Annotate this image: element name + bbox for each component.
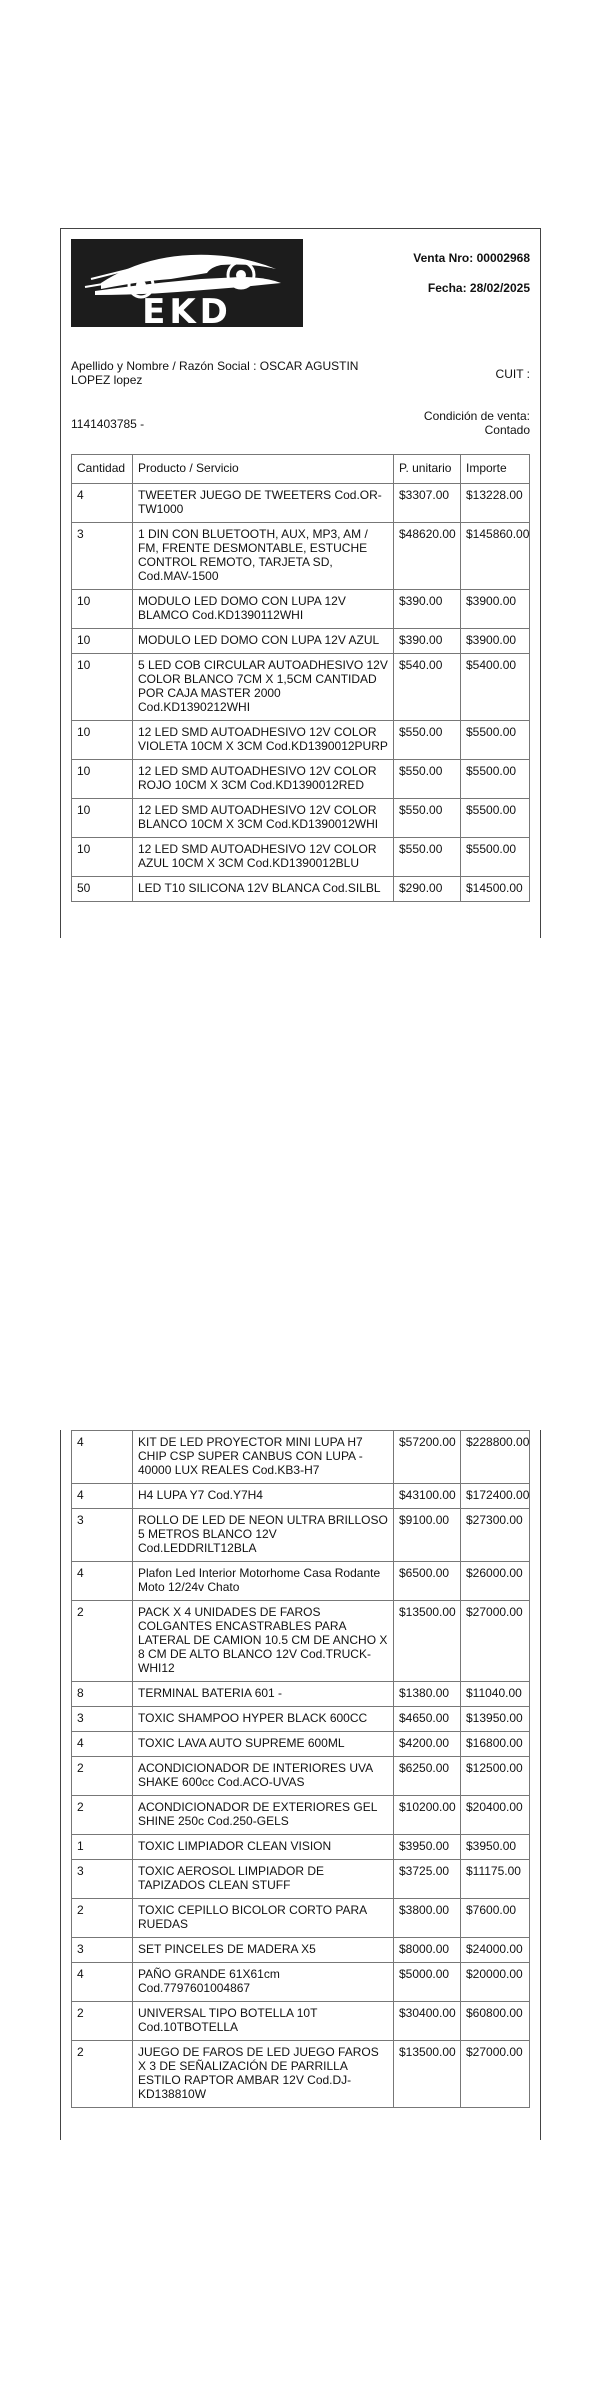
table-row [72, 877, 530, 902]
item-qty: 2 [72, 2041, 133, 2108]
item-total: $24000.00 [461, 1938, 530, 1963]
item-total: $11040.00 [461, 1682, 530, 1707]
invoice-page-2 [60, 1430, 541, 2140]
item-total: $27300.00 [461, 1509, 530, 1562]
item-qty: 3 [72, 1860, 133, 1899]
item-qty: 4 [72, 1963, 133, 2002]
item-total: $7600.00 [461, 1899, 530, 1938]
item-qty: 3 [72, 523, 133, 590]
invoice-date: Fecha: 28/02/2025 [427, 281, 530, 295]
table-row [72, 1796, 530, 1835]
item-qty: 3 [72, 1707, 133, 1732]
item-qty: 4 [72, 1484, 133, 1509]
item-qty: 3 [72, 1509, 133, 1562]
item-unit-price: $3725.00 [394, 1860, 461, 1899]
item-qty: 2 [72, 1899, 133, 1938]
item-total: $5500.00 [461, 799, 530, 838]
item-unit-price: $13500.00 [394, 1601, 461, 1682]
item-product: 12 LED SMD AUTOADHESIVO 12V COLOR BLANCO 10CM X 3CM Cod.KD1390012WHI [133, 799, 394, 838]
item-total: $5400.00 [461, 654, 530, 721]
item-total: $12500.00 [461, 1757, 530, 1796]
item-qty: 8 [72, 1682, 133, 1707]
item-unit-price: $540.00 [394, 654, 461, 721]
item-qty: 2 [72, 2002, 133, 2041]
item-product: 12 LED SMD AUTOADHESIVO 12V COLOR AZUL 10CM X 3CM Cod.KD1390012BLU [133, 838, 394, 877]
item-qty: 2 [72, 1796, 133, 1835]
item-product: TOXIC SHAMPOO HYPER BLACK 600CC [133, 1707, 394, 1732]
item-product: TOXIC LAVA AUTO SUPREME 600ML [133, 1732, 394, 1757]
item-unit-price: $4650.00 [394, 1707, 461, 1732]
item-qty: 10 [72, 838, 133, 877]
item-product: TERMINAL BATERIA 601 - [133, 1682, 394, 1707]
item-product: KIT DE LED PROYECTOR MINI LUPA H7 CHIP CSP SUPER CANBUS CON LUPA - 40000 LUX REALES Cod.KB3-H7 [133, 1431, 394, 1484]
item-unit-price: $57200.00 [394, 1431, 461, 1484]
item-total: $16800.00 [461, 1732, 530, 1757]
item-unit-price: $3800.00 [394, 1899, 461, 1938]
item-product: UNIVERSAL TIPO BOTELLA 10T Cod.10TBOTELLA [133, 2002, 394, 2041]
item-total: $5500.00 [461, 760, 530, 799]
item-unit-price: $48620.00 [394, 523, 461, 590]
sale-condition [424, 409, 530, 437]
table-row [72, 1707, 530, 1732]
table-row [72, 721, 530, 760]
item-unit-price: $30400.00 [394, 2002, 461, 2041]
item-unit-price: $1380.00 [394, 1682, 461, 1707]
item-total: $5500.00 [461, 721, 530, 760]
item-qty: 50 [72, 877, 133, 902]
item-unit-price: $5000.00 [394, 1963, 461, 2002]
item-unit-price: $390.00 [394, 629, 461, 654]
table-row [72, 1899, 530, 1938]
table-row [72, 1682, 530, 1707]
header-total: Importe [461, 455, 530, 484]
item-qty: 10 [72, 629, 133, 654]
table-row [72, 1509, 530, 1562]
item-unit-price: $43100.00 [394, 1484, 461, 1509]
cuit-label: CUIT : [495, 367, 530, 381]
item-total: $60800.00 [461, 2002, 530, 2041]
table-row [72, 654, 530, 721]
item-total: $5500.00 [461, 838, 530, 877]
header-qty: Cantidad [72, 455, 133, 484]
client-name: Apellido y Nombre / Razón Social : OSCAR AGUSTIN LOPEZ lopez [71, 359, 359, 387]
table-row [72, 1938, 530, 1963]
item-qty: 4 [72, 1431, 133, 1484]
item-product: TOXIC AEROSOL LIMPIADOR DE TAPIZADOS CLEAN STUFF [133, 1860, 394, 1899]
table-row [72, 1484, 530, 1509]
item-product: JUEGO DE FAROS DE LED JUEGO FAROS X 3 DE SEÑALIZACIÓN DE PARRILLA ESTILO RAPTOR AMBAR 12V Cod.DJ-KD138810W [133, 2041, 394, 2108]
item-total: $3900.00 [461, 629, 530, 654]
item-unit-price: $4200.00 [394, 1732, 461, 1757]
invoice-page-1 [60, 228, 541, 938]
item-unit-price: $6500.00 [394, 1562, 461, 1601]
item-total: $145860.00 [461, 523, 530, 590]
item-qty: 10 [72, 760, 133, 799]
header-product: Producto / Servicio [133, 455, 394, 484]
item-qty: 10 [72, 799, 133, 838]
item-unit-price: $550.00 [394, 799, 461, 838]
item-unit-price: $8000.00 [394, 1938, 461, 1963]
table-row [72, 629, 530, 654]
sale-condition-value: Contado [484, 423, 530, 437]
table-row [72, 760, 530, 799]
item-qty: 10 [72, 721, 133, 760]
table-row [72, 1562, 530, 1601]
item-qty: 4 [72, 1732, 133, 1757]
table-row [72, 1431, 530, 1484]
item-total: $11175.00 [461, 1860, 530, 1899]
table-row [72, 590, 530, 629]
item-product: H4 LUPA Y7 Cod.Y7H4 [133, 1484, 394, 1509]
item-unit-price: $3950.00 [394, 1835, 461, 1860]
item-product: TWEETER JUEGO DE TWEETERS Cod.OR-TW1000 [133, 484, 394, 523]
items-table-page-2 [71, 1430, 530, 2108]
item-qty: 10 [72, 654, 133, 721]
item-total: $27000.00 [461, 2041, 530, 2108]
item-unit-price: $390.00 [394, 590, 461, 629]
table-header-row [72, 455, 530, 484]
item-qty: 1 [72, 1835, 133, 1860]
item-total: $20000.00 [461, 1963, 530, 2002]
item-product: PACK X 4 UNIDADES DE FAROS COLGANTES ENCASTRABLES PARA LATERAL DE CAMION 10.5 CM DE ANCHO X 8 CM DE ALTO BLANCO 12V Cod.TRUCK-WHI12 [133, 1601, 394, 1682]
item-unit-price: $550.00 [394, 760, 461, 799]
item-unit-price: $13500.00 [394, 2041, 461, 2108]
item-product: PAÑO GRANDE 61X61cm Cod.7797601004867 [133, 1963, 394, 2002]
table-row [72, 1601, 530, 1682]
client-phone: 1141403785 - [71, 417, 145, 431]
item-qty: 4 [72, 484, 133, 523]
item-unit-price: $290.00 [394, 877, 461, 902]
table-row [72, 1860, 530, 1899]
item-product: ACONDICIONADOR DE INTERIORES UVA SHAKE 600cc Cod.ACO-UVAS [133, 1757, 394, 1796]
item-product: MODULO LED DOMO CON LUPA 12V AZUL [133, 629, 394, 654]
item-qty: 2 [72, 1757, 133, 1796]
item-total: $13950.00 [461, 1707, 530, 1732]
item-product: LED T10 SILICONA 12V BLANCA Cod.SILBL [133, 877, 394, 902]
item-product: 12 LED SMD AUTOADHESIVO 12V COLOR VIOLETA 10CM X 3CM Cod.KD1390012PURP [133, 721, 394, 760]
item-qty: 3 [72, 1938, 133, 1963]
item-product: TOXIC CEPILLO BICOLOR CORTO PARA RUEDAS [133, 1899, 394, 1938]
items-table-page-1 [71, 454, 530, 902]
item-total: $228800.00 [461, 1431, 530, 1484]
svg-text:EKD: EKD [142, 292, 232, 327]
table-row [72, 484, 530, 523]
item-total: $20400.00 [461, 1796, 530, 1835]
phone-row [61, 409, 540, 443]
item-product: ROLLO DE LED DE NEON ULTRA BRILLOSO 5 METROS BLANCO 12V Cod.LEDDRILT12BLA [133, 1509, 394, 1562]
item-product: 12 LED SMD AUTOADHESIVO 12V COLOR ROJO 10CM X 3CM Cod.KD1390012RED [133, 760, 394, 799]
header-unit-price: P. unitario [394, 455, 461, 484]
item-product: 1 DIN CON BLUETOOTH, AUX, MP3, AM / FM, FRENTE DESMONTABLE, ESTUCHE CONTROL REMOTO, TARJETA SD, Cod.MAV-1500 [133, 523, 394, 590]
sale-condition-label: Condición de venta: [423, 409, 530, 423]
client-row [61, 359, 540, 393]
item-total: $14500.00 [461, 877, 530, 902]
invoice-meta [413, 251, 530, 311]
item-product: ACONDICIONADOR DE EXTERIORES GEL SHINE 250c Cod.250-GELS [133, 1796, 394, 1835]
item-unit-price: $550.00 [394, 721, 461, 760]
item-product: MODULO LED DOMO CON LUPA 12V BLAMCO Cod.KD1390112WHI [133, 590, 394, 629]
item-unit-price: $550.00 [394, 838, 461, 877]
invoice-number: Venta Nro: 00002968 [413, 251, 530, 265]
item-total: $3950.00 [461, 1835, 530, 1860]
item-unit-price: $3307.00 [394, 484, 461, 523]
item-total: $3900.00 [461, 590, 530, 629]
item-total: $13228.00 [461, 484, 530, 523]
car-logo-icon [71, 239, 303, 327]
item-total: $27000.00 [461, 1601, 530, 1682]
table-row [72, 1757, 530, 1796]
item-qty: 4 [72, 1562, 133, 1601]
invoice-header [61, 229, 540, 327]
table-row [72, 523, 530, 590]
company-logo [71, 239, 303, 327]
item-total: $172400.00 [461, 1484, 530, 1509]
table-row [72, 838, 530, 877]
item-total: $26000.00 [461, 1562, 530, 1601]
item-product: TOXIC LIMPIADOR CLEAN VISION [133, 1835, 394, 1860]
item-product: Plafon Led Interior Motorhome Casa Rodante Moto 12/24v Chato [133, 1562, 394, 1601]
table-row [72, 1732, 530, 1757]
item-qty: 10 [72, 590, 133, 629]
item-product: 5 LED COB CIRCULAR AUTOADHESIVO 12V COLOR BLANCO 7CM X 1,5CM CANTIDAD POR CAJA MASTER 2000 Cod.KD1390212WHI [133, 654, 394, 721]
item-unit-price: $10200.00 [394, 1796, 461, 1835]
table-row [72, 1835, 530, 1860]
table-row [72, 799, 530, 838]
table-row [72, 1963, 530, 2002]
table-row [72, 2041, 530, 2108]
item-unit-price: $6250.00 [394, 1757, 461, 1796]
item-unit-price: $9100.00 [394, 1509, 461, 1562]
table-row [72, 2002, 530, 2041]
item-product: SET PINCELES DE MADERA X5 [133, 1938, 394, 1963]
item-qty: 2 [72, 1601, 133, 1682]
